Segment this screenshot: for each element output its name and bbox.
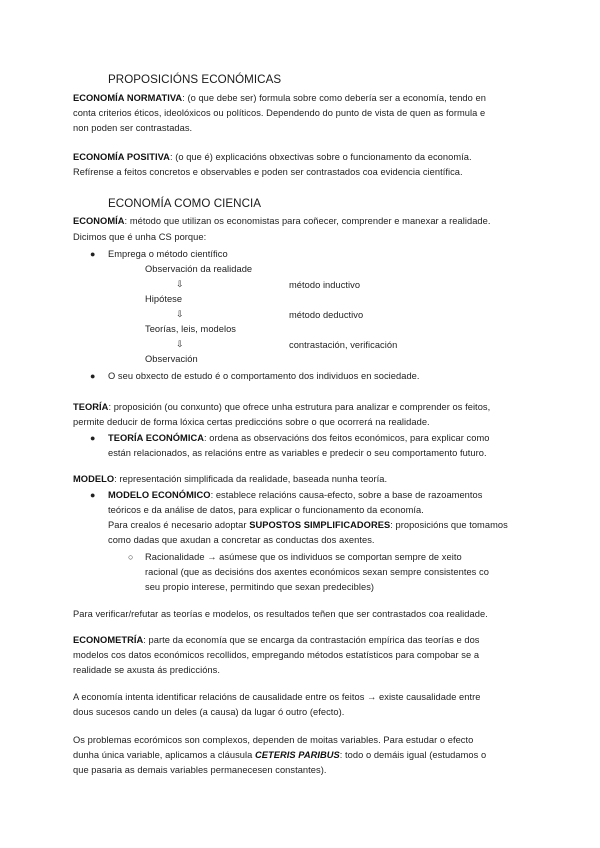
teoria-economica-line-2: están relacionados, as relacións entre as variables e predecir o seu comportamento futuro. <box>108 448 487 458</box>
problemas-line-3: que pasaria as demais variables permanecesen constantes). <box>73 765 327 775</box>
modelo-economico-line-4: como dadas que axudan a concretar as conductas dos axentes. <box>108 535 375 545</box>
label-deductivo: método deductivo <box>289 310 364 320</box>
bullet-dot: ● <box>90 371 96 381</box>
economia-line-1: ECONOMÍA: método que utilizan os economistas para coñecer, comprender e manexar a realidade. <box>73 216 491 226</box>
term-teoria-economica: TEORÍA ECONÓMICA <box>108 433 205 443</box>
term-econometria: ECONOMETRÍA <box>73 635 144 645</box>
normativa-line-1: ECONOMÍA NORMATIVA: (o que debe ser) formula sobre como debería ser a economía, tendo en <box>73 93 486 103</box>
term-normativa: ECONOMÍA NORMATIVA <box>73 93 183 103</box>
modelo-economico-line-3: Para crealos é necesario adoptar SUPOSTOS SIMPLIFICADORES: proposicións que tomamos <box>108 520 508 530</box>
circle-bullet: ○ <box>128 552 134 562</box>
step-observacion: Observación da realidade <box>145 264 253 274</box>
step-teorias: Teorías, leis, modelos <box>145 324 237 334</box>
section-title-ciencia: ECONOMÍA COMO CIENCIA <box>108 197 262 210</box>
term-supostos: SUPOSTOS SIMPLIFICADORES <box>249 520 391 530</box>
racionalidade-line-1: Racionalidade → asúmese que os individuos se comportan sempre de xeito <box>145 552 462 562</box>
term-teoria: TEORÍA <box>73 402 109 412</box>
econometria-line-1: ECONOMETRÍA: parte da economía que se encarga da contrastación empírica das teorías e dos <box>73 635 480 645</box>
term-positiva: ECONOMÍA POSITIVA <box>73 152 170 162</box>
step-observacion-2: Observación <box>145 354 198 364</box>
teoria-line-2: permite deducir de forma lóxica certas prediccións sobre o que ocorrerá na realidade. <box>73 417 430 427</box>
causalidade-line-1: A economía intenta identificar relacións de causalidade entre os feitos → existe causalidade entre <box>73 692 481 702</box>
problemas-line-1: Os problemas ecorómicos son complexos, dependen de moitas variables. Para estudar o efecto <box>73 735 474 745</box>
modelo-economico-line-2: teóricos e da análise de datos, para explicar o funcionamento da economía. <box>108 505 424 515</box>
normativa-line-2: conta criterios éticos, ideolóxicos ou políticos. Dependendo do punto de vista de quen as formula e <box>73 108 486 118</box>
positiva-line-2: Refírense a feitos concretos e observables e poden ser contrastados coa evidencia científica. <box>73 167 463 177</box>
problemas-line-2: dunha única variable, aplicamos a cláusula CETERIS PARIBUS: todo o demáis igual (estudamos o <box>73 750 487 760</box>
causalidade-line-2: dous sucesos cando un deles (a causa) da lugar ó outro (efecto). <box>73 707 345 717</box>
term-economia: ECONOMÍA <box>73 216 125 226</box>
positiva-line-1: ECONOMÍA POSITIVA: (o que é) explicacións obxectivas sobre o funcionamento da economía. <box>73 152 472 162</box>
bullet-dot: ● <box>90 433 96 443</box>
bullet-obxecto: O seu obxecto de estudo é o comportamento dos individuos en sociedade. <box>108 371 420 381</box>
term-modelo: MODELO <box>73 474 115 484</box>
bullet-dot: ● <box>90 490 96 500</box>
teoria-economica-line-1: TEORÍA ECONÓMICA: ordena as observacións dos feitos económicos, para explicar como <box>108 433 490 443</box>
down-arrow-icon: ⇩ <box>176 339 184 349</box>
term-ceteris-paribus: CETERIS PARIBUS <box>255 750 340 760</box>
down-arrow-icon: ⇩ <box>176 279 184 289</box>
step-hipotese: Hipótese <box>145 294 183 304</box>
label-contrastacion: contrastación, verificación <box>289 340 398 350</box>
label-inductivo: método inductivo <box>289 280 361 290</box>
down-arrow-icon: ⇩ <box>176 309 184 319</box>
verificar-line: Para verificar/refutar as teorías e modelos, os resultados teñen que ser contrastados coa realidade. <box>73 609 488 619</box>
racionalidade-line-2: racional (que as decisións dos axentes económicos sexan sempre consistentes co <box>145 567 489 577</box>
economia-line-2: Dicimos que é unha CS porque: <box>73 232 207 242</box>
racionalidade-line-3: seu propio interese, permitindo que sexan predecibles) <box>145 582 375 592</box>
section-title-proposicions: PROPOSICIÓNS ECONÓMICAS <box>108 73 282 86</box>
bullet-dot: ● <box>90 249 96 259</box>
modelo-economico-line-1: MODELO ECONÓMICO: establece relacións causa-efecto, sobre a base de razoamentos <box>108 490 483 500</box>
term-modelo-economico: MODELO ECONÓMICO <box>108 490 211 500</box>
econometria-line-3: realidade se axusta ás prediccións. <box>73 665 220 675</box>
modelo-line-1: MODELO: representación simplificada da realidade, baseada nunha teoría. <box>73 474 388 484</box>
econometria-line-2: modelos cos datos económicos recollidos, empregando métodos estatísticos para compobar se a <box>73 650 480 660</box>
teoria-line-1: TEORÍA: proposición (ou conxunto) que ofrece unha estrutura para analizar e comprender os feitos, <box>73 402 491 412</box>
normativa-line-3: non poden ser contrastadas. <box>73 123 193 133</box>
bullet-metodo: Emprega o método científico <box>108 249 228 259</box>
